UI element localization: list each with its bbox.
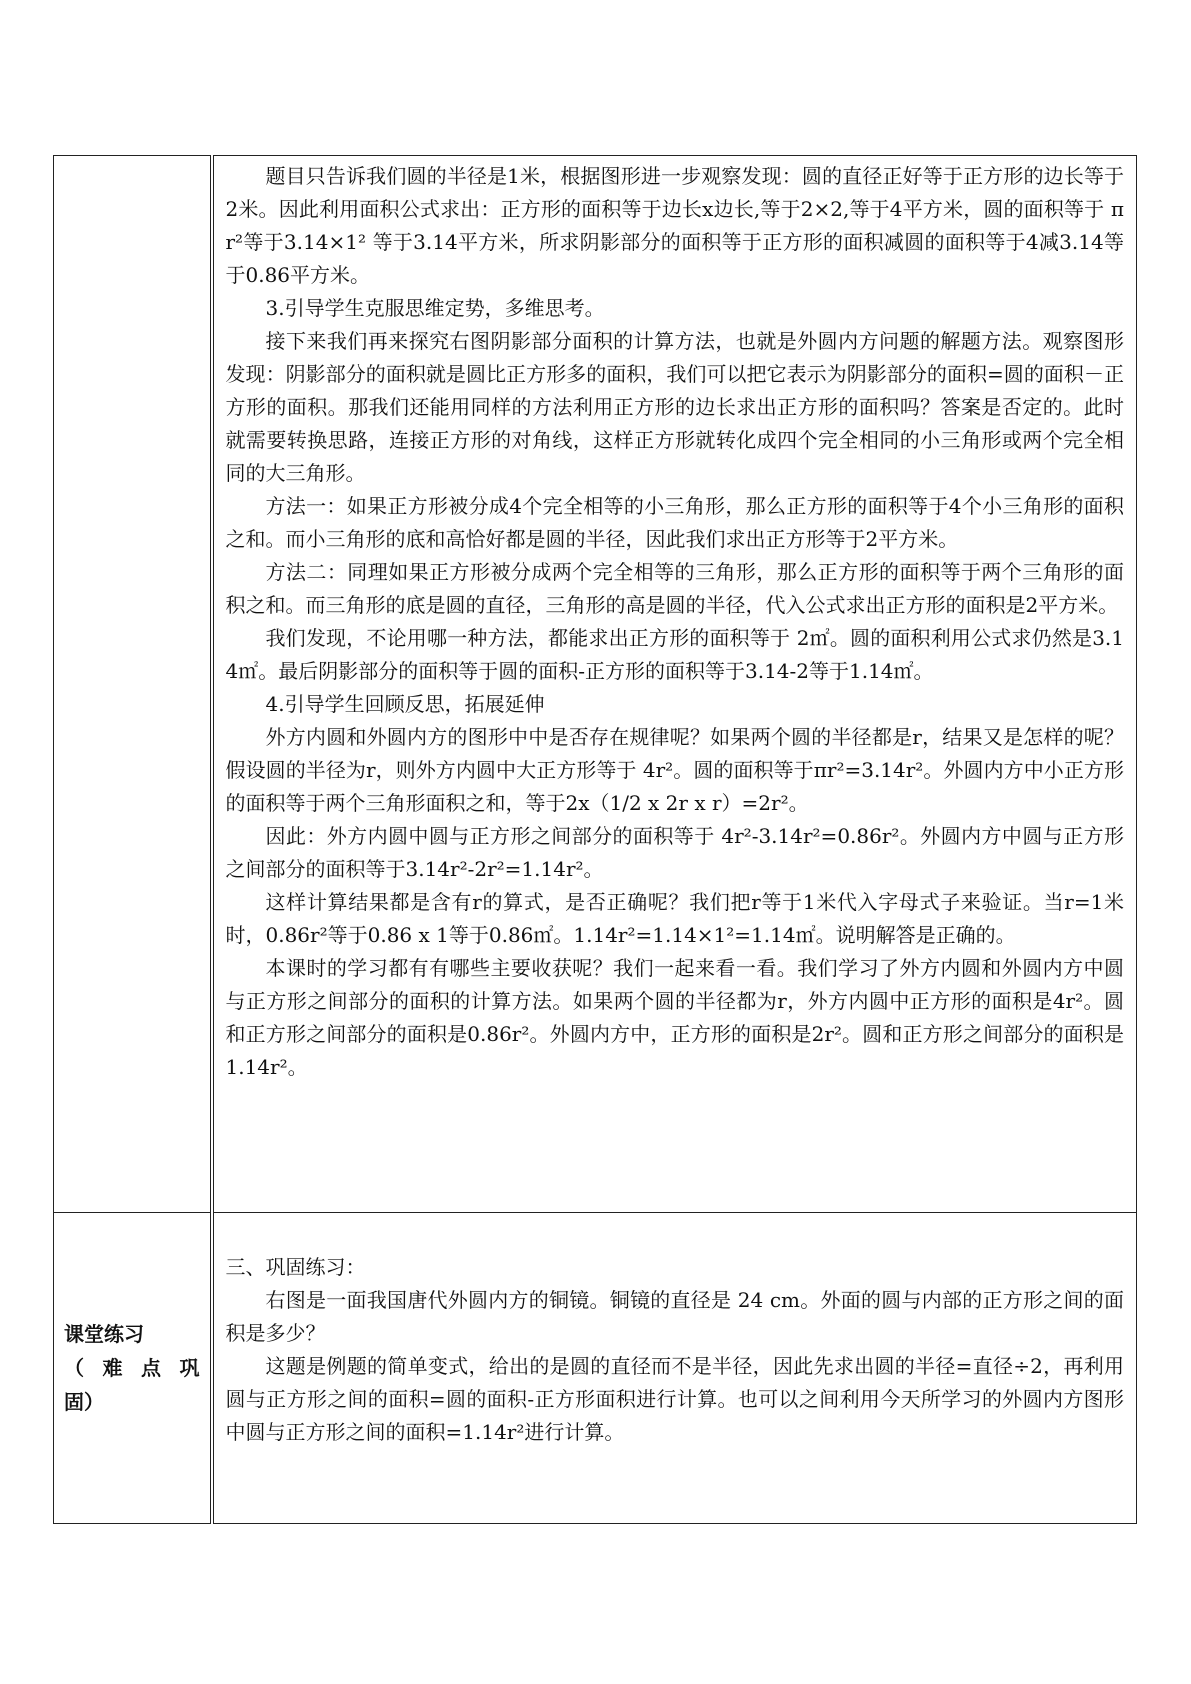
table-row bbox=[54, 1213, 1137, 1524]
table-row bbox=[54, 156, 1137, 1213]
section-label-line: 课堂练习 bbox=[64, 1322, 144, 1346]
paragraph-practice-explanation: 这题是例题的简单变式，给出的是圆的直径而不是半径，因此先求出圆的半径=直径÷2，再利用圆与正方形之间的面积=圆的面积-正方形面积进行计算。也可以之间利用今天所学习的外圆内方图形中圆与正方形之间的面积=1.14r²进行计算。 bbox=[225, 1354, 1124, 1444]
practice-heading: 三、巩固练习： bbox=[225, 1255, 366, 1279]
paragraph-example-solution: 题目只告诉我们圆的半径是1米，根据图形进一步观察发现：圆的直径正好等于正方形的边长等于2米。因此利用面积公式求出：正方形的面积等于边长x边长,等于2×2,等于4平方米，圆的面积等于 πr²等于3.14×1² 等于3.14平方米，所求阴影部分的面积等于正方形的面积减圆的面积等于4减3.14等于0.86平方米。 bbox=[225, 164, 1124, 287]
left-label-cell bbox=[54, 1213, 212, 1524]
paragraph-finding: 我们发现，不论用哪一种方法，都能求出正方形的面积等于 2㎡。圆的面积利用公式求仍然是3.14㎡。最后阴影部分的面积等于圆的面积-正方形的面积等于3.14-2等于1.14㎡。 bbox=[225, 626, 1124, 683]
section-label-line: （ 难 点 巩 bbox=[64, 1356, 200, 1380]
lesson-content-cell bbox=[212, 156, 1137, 1213]
paragraph-method-one: 方法一：如果正方形被分成4个完全相等的小三角形，那么正方形的面积等于4个小三角形的面积之和。而小三角形的底和高恰好都是圆的半径，因此我们求出正方形等于2平方米。 bbox=[225, 494, 1124, 551]
paragraph-verification: 这样计算结果都是含有r的算式，是否正确呢？我们把r等于1米代入字母式子来验证。当r=1米时，0.86r²等于0.86 x 1等于0.86㎡。1.14r²=1.14×1²=1.14㎡。说明解答是正确的。 bbox=[225, 890, 1124, 947]
practice-content-cell bbox=[212, 1213, 1137, 1524]
paragraph-summary: 本课时的学习都有有哪些主要收获呢？我们一起来看一看。我们学习了外方内圆和外圆内方中圆与正方形之间部分的面积的计算方法。如果两个圆的半径都为r，外方内圆中正方形的面积是4r²。圆和正方形之间部分的面积是0.86r²。外圆内方中，正方形的面积是2r²。圆和正方形之间部分的面积是1.14r²。 bbox=[225, 956, 1124, 1079]
paragraph-explore-method: 接下来我们再来探究右图阴影部分面积的计算方法，也就是外圆内方问题的解题方法。观察图形发现：阴影部分的面积就是圆比正方形多的面积，我们可以把它表示为阴影部分的面积=圆的面积－正方形的面积。那我们还能用同样的方法利用正方形的边长求出正方形的面积吗？答案是否定的。此时就需要转换思路，连接正方形的对角线，这样正方形就转化成四个完全相同的小三角形或两个完全相同的大三角形。 bbox=[225, 329, 1124, 485]
paragraph-step-3-heading: 3.引导学生克服思维定势，多维思考。 bbox=[265, 296, 605, 320]
paragraph-method-two: 方法二：同理如果正方形被分成两个完全相等的三角形，那么正方形的面积等于两个三角形的面积之和。而三角形的底是圆的直径，三角形的高是圆的半径，代入公式求出正方形的面积是2平方米。 bbox=[225, 560, 1124, 617]
paragraph-step-4-heading: 4.引导学生回顾反思，拓展延伸 bbox=[265, 692, 545, 716]
section-label-line: 固） bbox=[64, 1390, 104, 1414]
paragraph-therefore: 因此：外方内圆中圆与正方形之间部分的面积等于 4r²-3.14r²=0.86r²。外圆内方中圆与正方形之间部分的面积等于3.14r²-2r²=1.14r²。 bbox=[225, 824, 1124, 881]
left-label-cell-empty bbox=[54, 156, 212, 1213]
paragraph-practice-question: 右图是一面我国唐代外圆内方的铜镜。铜镜的直径是 24 cm。外面的圆与内部的正方形之间的面积是多少？ bbox=[225, 1288, 1124, 1345]
section-label bbox=[54, 1317, 210, 1419]
paragraph-pattern-question: 外方内圆和外圆内方的图形中中是否存在规律呢？如果两个圆的半径都是r，结果又是怎样的呢？假设圆的半径为r，则外方内圆中大正方形等于 4r²。圆的面积等于πr²=3.14r²。外圆内方中小正方形的面积等于两个三角形面积之和，等于2x（1/2 x 2r x r）=2r²。 bbox=[225, 725, 1124, 815]
lesson-plan-table bbox=[53, 155, 1137, 1524]
